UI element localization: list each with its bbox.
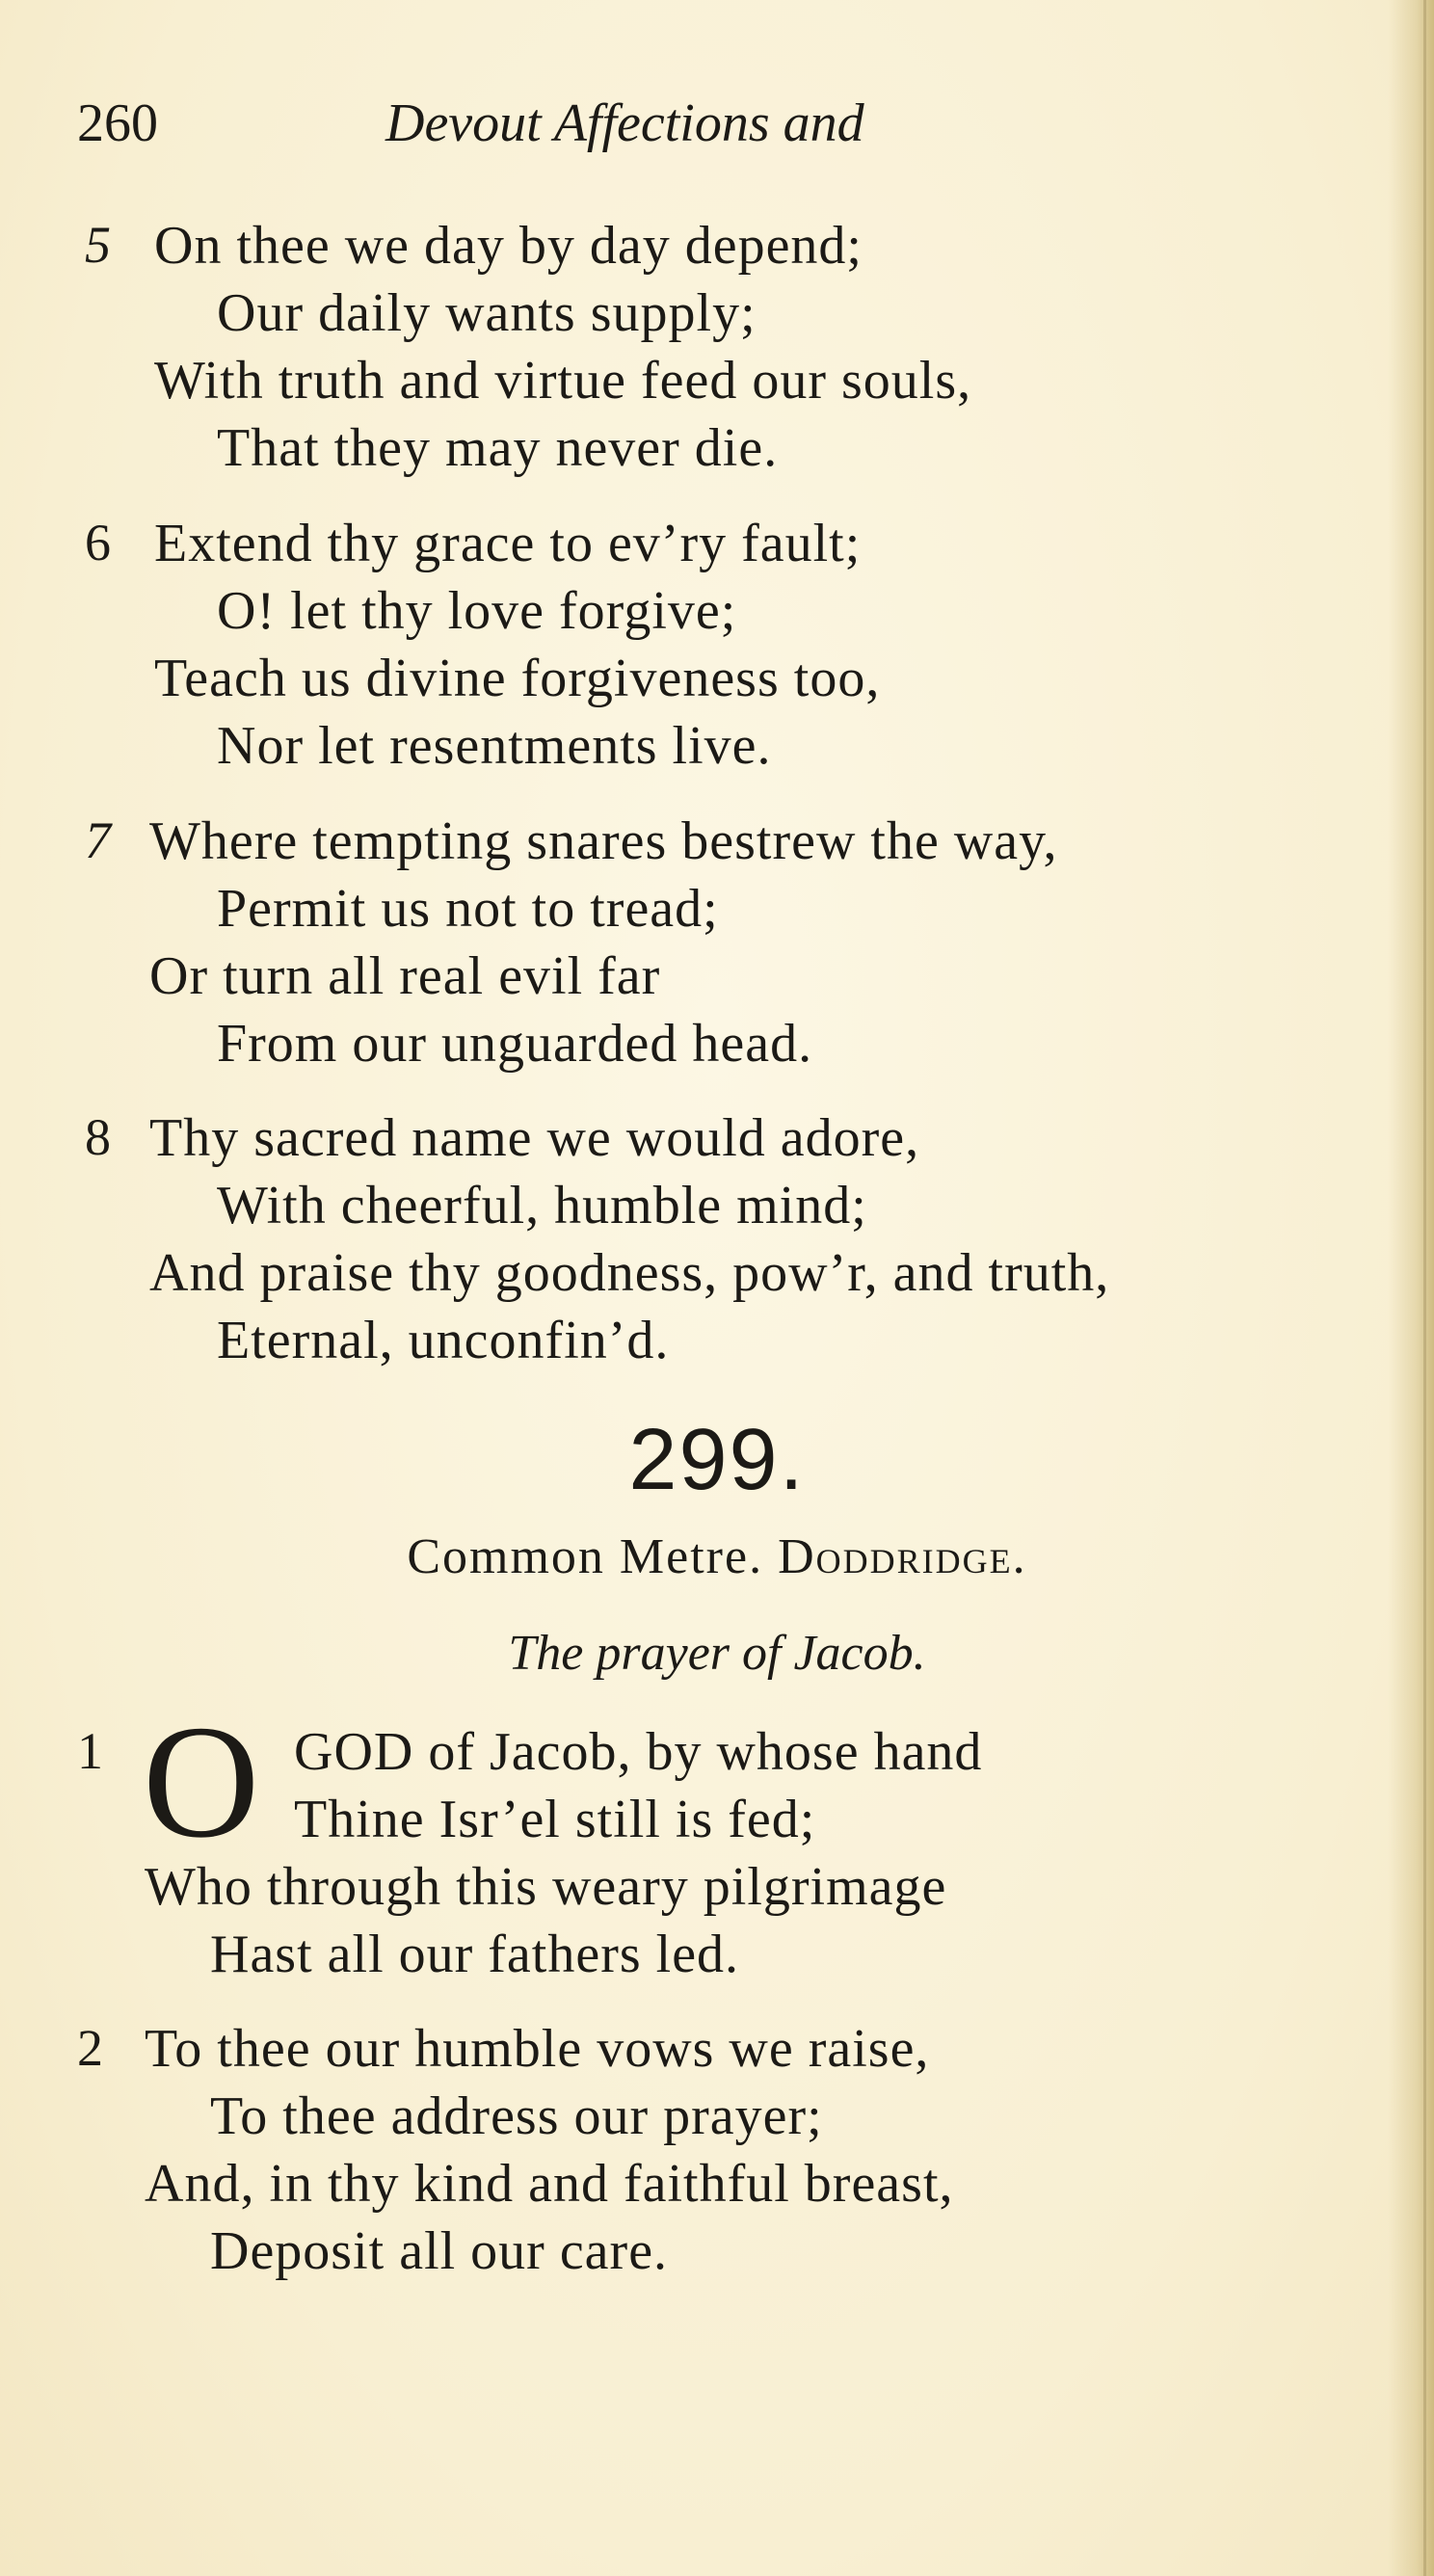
verse-line: Or turn all real evil far bbox=[149, 946, 661, 1006]
running-head: Devout Affections and bbox=[385, 93, 864, 153]
hymn-title: The prayer of Jacob. bbox=[508, 1626, 926, 1681]
stanza-number: 6 bbox=[85, 514, 111, 571]
hymn-number: 299. bbox=[628, 1412, 806, 1508]
verse-line: Thy sacred name we would adore, bbox=[149, 1108, 920, 1168]
page-edge bbox=[1423, 0, 1426, 2576]
verse-line: And praise thy goodness, pow’r, and truth, bbox=[149, 1243, 1110, 1303]
verse-line: To thee our humble vows we raise, bbox=[145, 2019, 930, 2079]
hymn-meter: Common Metre. bbox=[407, 1529, 764, 1584]
stanza-number: 7 bbox=[85, 811, 111, 869]
verse-line: Nor let resentments live. bbox=[217, 716, 772, 776]
stanza-number: 1 bbox=[77, 1722, 103, 1780]
verse-line: With cheerful, humble mind; bbox=[217, 1176, 867, 1235]
verse-line: Teach us divine forgiveness too, bbox=[154, 649, 881, 708]
verse-line: That they may never die. bbox=[217, 418, 779, 478]
verse-line: Who through this weary pilgrimage bbox=[145, 1857, 947, 1917]
verse-line: Thine Isr’el still is fed; bbox=[294, 1790, 816, 1849]
verse-line: To thee address our prayer; bbox=[210, 2086, 823, 2146]
stanza-number: 2 bbox=[77, 2019, 103, 2077]
verse-line: Extend thy grace to ev’ry fault; bbox=[154, 514, 862, 573]
verse-line: And, in thy kind and faithful breast, bbox=[145, 2154, 954, 2214]
verse-line: Permit us not to tread; bbox=[217, 879, 719, 939]
verse-line: GOD of Jacob, by whose hand bbox=[294, 1722, 983, 1782]
verse-line: Eternal, unconfin’d. bbox=[217, 1311, 670, 1370]
page-number: 260 bbox=[77, 93, 158, 153]
verse-line: Hast all our fathers led. bbox=[210, 1925, 740, 1984]
verse-line: With truth and virtue feed our souls, bbox=[154, 351, 972, 411]
stanza-number: 8 bbox=[85, 1108, 111, 1166]
hymn-author: Doddridge. bbox=[778, 1529, 1027, 1584]
hymn-meter-line bbox=[0, 1529, 1434, 1584]
verse-line: Where tempting snares bestrew the way, bbox=[149, 811, 1058, 871]
verse-line: From our unguarded head. bbox=[217, 1014, 813, 1074]
verse-line: O! let thy love forgive; bbox=[217, 581, 737, 641]
stanza-number: 5 bbox=[85, 216, 111, 274]
verse-line: On thee we day by day depend; bbox=[154, 216, 863, 276]
verse-line: Deposit all our care. bbox=[210, 2221, 669, 2281]
drop-cap: O bbox=[143, 1692, 260, 1872]
verse-line: Our daily wants supply; bbox=[217, 283, 757, 343]
